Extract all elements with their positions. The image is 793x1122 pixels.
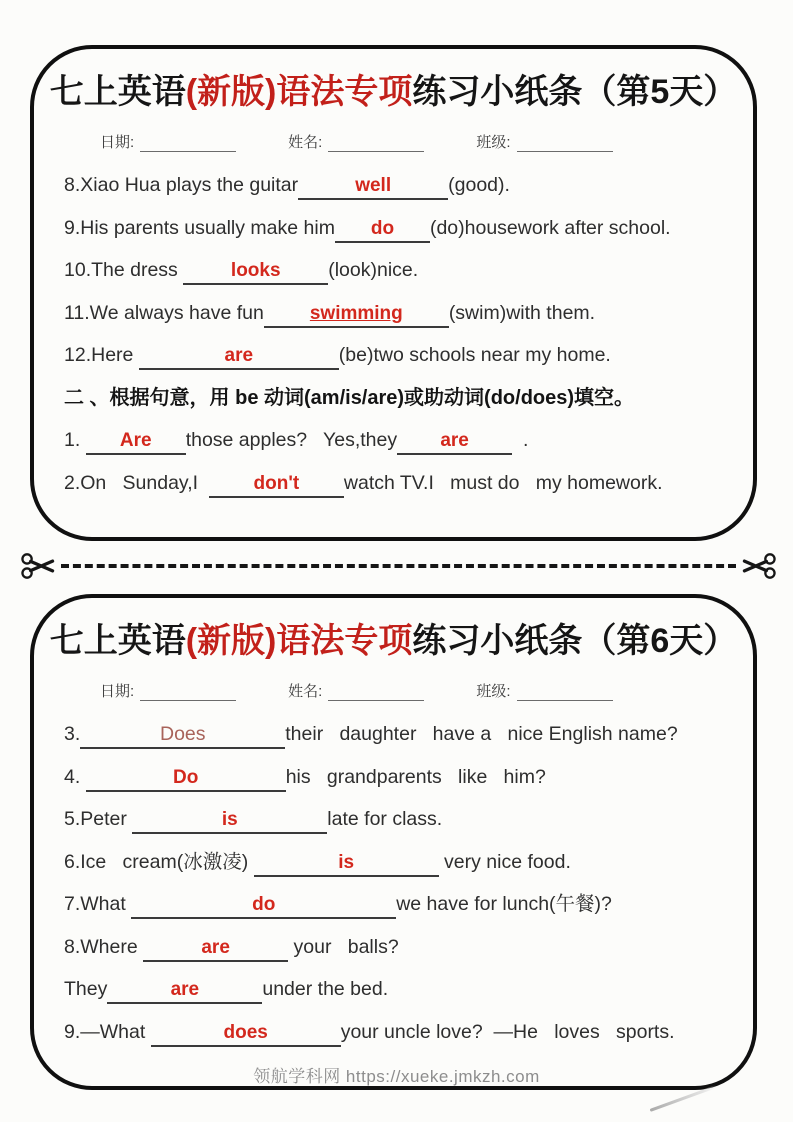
class-blank-line: [517, 686, 613, 701]
section-heading: [64, 377, 725, 420]
exercise-text: 二 、根据句意，用 be 动词(am/is/are)或助动词(do/does)填空。: [64, 386, 635, 409]
answer-text: are: [170, 979, 200, 1000]
date-field: [100, 680, 236, 701]
class-blank-line: [517, 137, 613, 152]
exercise-text: (swim)with them.: [448, 301, 596, 324]
title-part-black: 七上英语: [49, 622, 186, 660]
answer-blank: [107, 977, 262, 1004]
answer-blank: [335, 216, 430, 243]
exercise-text: .: [512, 429, 529, 451]
answer-blank: [264, 301, 449, 328]
exercise-text: watch TV.I must do my homework.: [343, 471, 663, 494]
exercise-lines: [64, 713, 725, 1053]
answer-blank: [86, 765, 286, 792]
header-fields: [100, 680, 753, 701]
exercise-text: 6.Ice cream(冰激凌): [64, 850, 254, 873]
class-field: [476, 131, 612, 152]
exercise-line: [64, 419, 725, 462]
name-field: [288, 131, 424, 152]
scissors-icon: [20, 549, 58, 583]
exercise-line: [64, 1011, 725, 1054]
date-label: 日期:: [100, 683, 135, 700]
title-part-black: 七上英语: [49, 73, 186, 111]
exercise-text: 5.Peter: [64, 808, 133, 830]
exercise-text: 7.What: [64, 893, 132, 915]
answer-text: looks: [230, 260, 281, 281]
exercise-text: we have for lunch(午餐)?: [396, 893, 612, 915]
exercise-text: 8.Where: [64, 935, 144, 958]
exercise-line: [64, 883, 725, 926]
exercise-text: under the bed.: [262, 978, 389, 1000]
name-field: [288, 680, 424, 701]
exercise-text: They: [64, 978, 108, 1000]
worksheet-title: [34, 618, 753, 664]
exercise-line: [64, 756, 725, 799]
class-field: [476, 680, 612, 701]
cut-line: [20, 548, 777, 584]
exercise-line: [64, 334, 725, 377]
title-part-red: (新版)语法专项: [185, 73, 413, 111]
exercise-text: their daughter have a nice English name?: [285, 723, 678, 745]
title-part-black: 练习小纸条（第5天）: [412, 73, 738, 111]
exercise-text: those apples? Yes,they: [185, 429, 398, 451]
date-label: 日期:: [100, 134, 135, 151]
class-label: 班级:: [476, 683, 511, 700]
exercise-text: 4.: [64, 765, 86, 788]
answer-text: is: [221, 809, 238, 830]
answer-blank: [298, 173, 448, 200]
exercise-text: 9.His parents usually make him: [64, 216, 335, 239]
class-label: 班级:: [476, 134, 511, 151]
title-part-red: (新版)语法专项: [185, 622, 413, 660]
worksheet-card-day5: [30, 45, 757, 541]
exercise-line: [64, 926, 725, 969]
answer-blank: [397, 428, 512, 455]
exercise-line: [64, 207, 725, 250]
answer-blank: [254, 850, 439, 877]
exercise-line: [64, 164, 725, 207]
exercise-text: (be)two schools near my home.: [338, 344, 611, 366]
title-part-black: 练习小纸条（第6天）: [412, 622, 738, 660]
answer-blank: [131, 892, 396, 919]
worksheet-card-day6: [30, 594, 757, 1090]
answer-text: do: [370, 217, 395, 239]
answer-blank: [80, 722, 285, 749]
exercise-text: very nice food.: [438, 850, 571, 873]
answer-blank: [143, 935, 288, 962]
header-fields: [100, 131, 753, 152]
name-label: 姓名:: [288, 134, 323, 151]
name-blank-line: [328, 137, 424, 152]
answer-blank: [86, 428, 186, 455]
answer-text: do: [252, 894, 276, 915]
exercise-line: [64, 292, 725, 335]
exercise-text: 9.—What: [64, 1020, 151, 1043]
date-blank-line: [140, 686, 236, 701]
answer-blank: [183, 258, 328, 285]
exercise-text: 2.On Sunday,I: [64, 471, 209, 494]
dashed-cut-rule: [61, 564, 736, 568]
answer-text: well: [355, 175, 392, 196]
exercise-line: [64, 798, 725, 841]
exercise-text: (good).: [448, 174, 510, 196]
answer-text: does: [223, 1021, 268, 1043]
date-field: [100, 131, 236, 152]
scissors-icon: [739, 549, 777, 583]
name-label: 姓名:: [288, 683, 323, 700]
exercise-line: [64, 249, 725, 292]
exercise-line: [64, 968, 725, 1011]
exercise-lines: [64, 164, 725, 504]
answer-blank: [139, 343, 339, 370]
answer-text: don't: [253, 472, 300, 494]
answer-text: is: [338, 851, 355, 873]
exercise-text: his grandparents like him?: [285, 765, 546, 788]
answer-text: swimming: [309, 302, 403, 324]
exercise-text: your balls?: [288, 935, 399, 958]
exercise-text: 11.We always have fun: [64, 301, 264, 324]
answer-text: are: [224, 345, 254, 366]
exercise-text: (do)housework after school.: [429, 216, 671, 239]
answer-text: are: [440, 430, 469, 451]
answer-text: Do: [173, 766, 199, 788]
exercise-text: 8.Xiao Hua plays the guitar: [64, 174, 299, 196]
exercise-text: your uncle love? —He loves sports.: [340, 1020, 675, 1043]
answer-blank: [151, 1020, 341, 1047]
exercise-line: [64, 462, 725, 505]
exercise-text: late for class.: [327, 808, 443, 830]
answer-blank: [209, 471, 344, 498]
watermark: 领航学科网 https://xueke.jmkzh.com: [253, 1067, 540, 1086]
exercise-text: 1.: [64, 429, 86, 451]
exercise-text: 10.The dress: [64, 259, 184, 281]
exercise-line: [64, 713, 725, 756]
exercise-line: [64, 841, 725, 884]
answer-text: Are: [119, 430, 152, 451]
worksheet-title: [34, 69, 753, 115]
exercise-text: 3.: [64, 723, 81, 745]
exercise-text: (look)nice.: [328, 259, 419, 281]
name-blank-line: [328, 686, 424, 701]
exercise-text: 12.Here: [64, 344, 139, 366]
date-blank-line: [140, 137, 236, 152]
answer-text: are: [201, 936, 230, 958]
answer-text: Does: [160, 723, 206, 745]
answer-blank: [132, 807, 327, 834]
